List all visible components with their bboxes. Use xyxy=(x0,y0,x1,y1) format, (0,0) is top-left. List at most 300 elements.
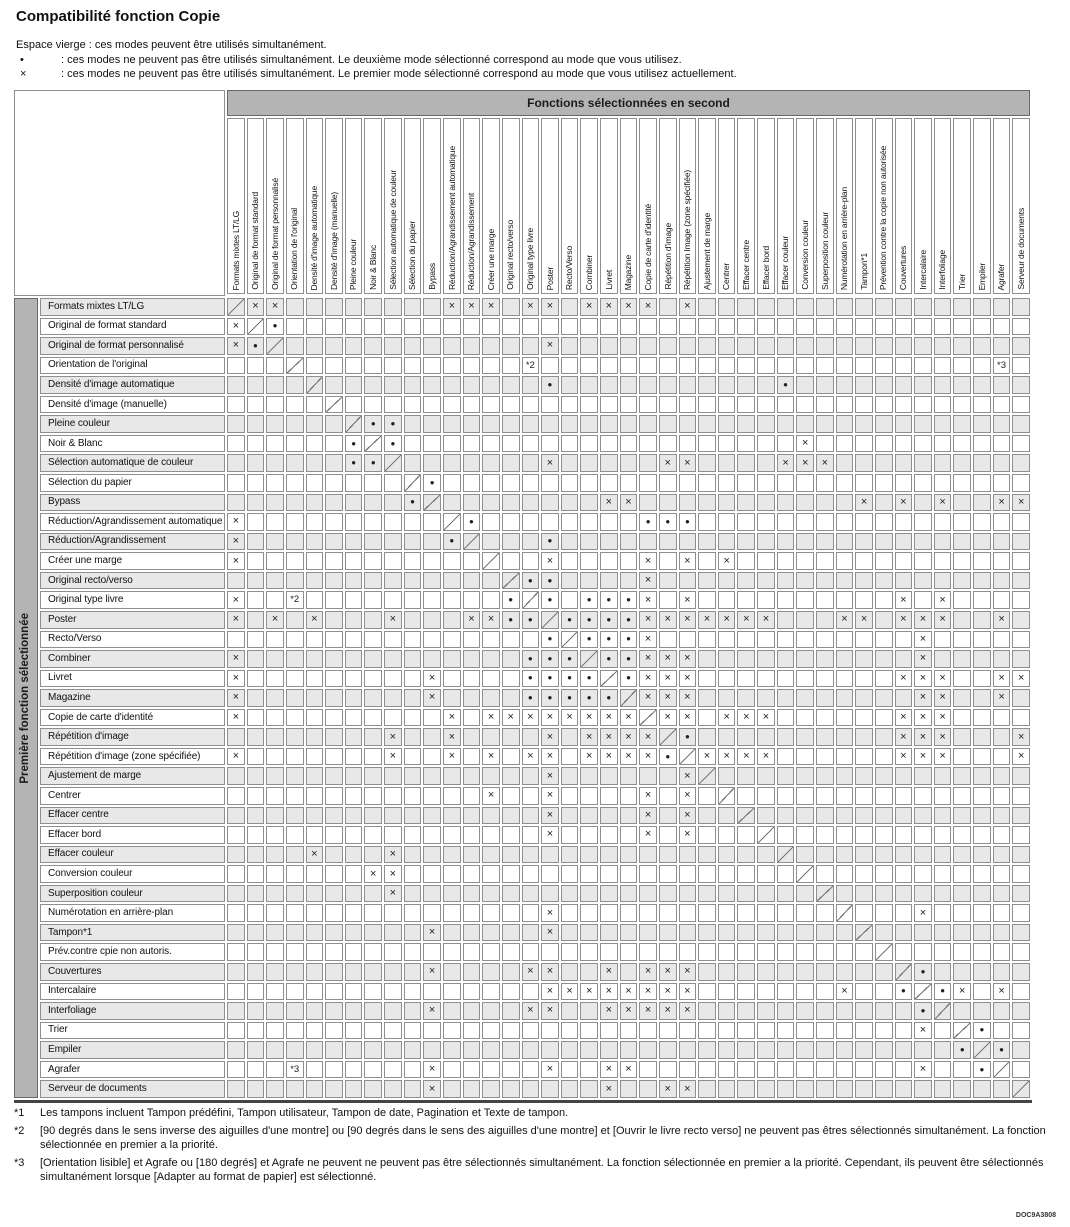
matrix-cell xyxy=(993,709,1011,727)
matrix-cell xyxy=(659,826,677,844)
matrix-cell xyxy=(227,728,245,746)
matrix-cell xyxy=(875,807,893,825)
matrix-cell: × xyxy=(541,1002,559,1020)
matrix-cell xyxy=(737,767,755,785)
matrix-cell xyxy=(620,435,638,453)
matrix-cell xyxy=(875,826,893,844)
matrix-cell xyxy=(875,983,893,1001)
matrix-cell xyxy=(561,513,579,531)
matrix-cell xyxy=(325,376,343,394)
matrix-cell xyxy=(325,572,343,590)
matrix-cell xyxy=(934,943,952,961)
matrix-cell xyxy=(600,396,618,414)
matrix-cell xyxy=(718,787,736,805)
matrix-cell xyxy=(561,631,579,649)
matrix-cell xyxy=(306,924,324,942)
matrix-cell xyxy=(404,435,422,453)
matrix-cell xyxy=(718,983,736,1001)
matrix-cell xyxy=(993,513,1011,531)
matrix-cell: ● xyxy=(580,611,598,629)
matrix-cell xyxy=(953,885,971,903)
matrix-cell xyxy=(345,396,363,414)
matrix-cell xyxy=(325,611,343,629)
matrix-cell xyxy=(777,767,795,785)
matrix-cell xyxy=(914,552,932,570)
matrix-cell xyxy=(796,748,814,766)
matrix-cell xyxy=(1012,1061,1030,1079)
matrix-cell xyxy=(522,983,540,1001)
matrix-cell: ● xyxy=(541,572,559,590)
matrix-cell: ● xyxy=(639,513,657,531)
matrix-cell xyxy=(953,631,971,649)
matrix-cell xyxy=(443,943,461,961)
matrix-cell xyxy=(816,337,834,355)
matrix-cell: × xyxy=(934,494,952,512)
matrix-cell xyxy=(345,924,363,942)
matrix-cell xyxy=(698,846,716,864)
matrix-cell xyxy=(855,904,873,922)
matrix-cell xyxy=(266,494,284,512)
matrix-cell xyxy=(345,533,363,551)
matrix-cell xyxy=(423,865,441,883)
matrix-cell xyxy=(698,943,716,961)
matrix-cell xyxy=(796,670,814,688)
matrix-cell xyxy=(502,1080,520,1098)
matrix-cell xyxy=(1012,357,1030,375)
matrix-cell xyxy=(855,767,873,785)
matrix-cell xyxy=(698,337,716,355)
matrix-cell xyxy=(659,494,677,512)
matrix-cell xyxy=(639,415,657,433)
matrix-cell: × xyxy=(659,1002,677,1020)
matrix-cell xyxy=(855,728,873,746)
matrix-cell xyxy=(561,494,579,512)
matrix-cell xyxy=(875,787,893,805)
matrix-cell: × xyxy=(639,963,657,981)
matrix-cell xyxy=(227,1080,245,1098)
matrix-cell xyxy=(816,318,834,336)
matrix-cell xyxy=(502,826,520,844)
matrix-cell xyxy=(816,787,834,805)
matrix-cell xyxy=(796,415,814,433)
matrix-cell xyxy=(482,767,500,785)
matrix-cell: × xyxy=(227,689,245,707)
matrix-cell: ● xyxy=(404,494,422,512)
matrix-cell xyxy=(266,1002,284,1020)
matrix-cell xyxy=(639,435,657,453)
matrix-cell xyxy=(816,807,834,825)
matrix-cell xyxy=(227,807,245,825)
matrix-cell xyxy=(306,631,324,649)
matrix-cell xyxy=(502,415,520,433)
matrix-cell xyxy=(1012,454,1030,472)
matrix-cell xyxy=(482,337,500,355)
matrix-cell xyxy=(993,533,1011,551)
matrix-cell xyxy=(639,396,657,414)
matrix-cell xyxy=(541,513,559,531)
matrix-cell xyxy=(541,611,559,629)
matrix-cell: ● xyxy=(541,689,559,707)
matrix-cell xyxy=(620,533,638,551)
matrix-cell xyxy=(364,1080,382,1098)
matrix-cell xyxy=(404,298,422,316)
matrix-cell xyxy=(679,865,697,883)
matrix-cell xyxy=(639,885,657,903)
matrix-cell xyxy=(953,591,971,609)
matrix-cell xyxy=(620,865,638,883)
matrix-cell xyxy=(1012,1041,1030,1059)
matrix-cell xyxy=(737,318,755,336)
matrix-cell xyxy=(993,631,1011,649)
matrix-cell xyxy=(698,826,716,844)
matrix-cell xyxy=(875,454,893,472)
matrix-cell: × xyxy=(600,494,618,512)
matrix-cell: ● xyxy=(561,670,579,688)
matrix-cell xyxy=(737,963,755,981)
matrix-cell xyxy=(266,1080,284,1098)
matrix-cell xyxy=(718,865,736,883)
column-header: Copie de carte d'identité xyxy=(639,118,657,294)
matrix-cell xyxy=(993,1061,1011,1079)
matrix-cell xyxy=(286,807,304,825)
matrix-cell xyxy=(345,494,363,512)
matrix-cell xyxy=(639,709,657,727)
matrix-cell xyxy=(325,807,343,825)
matrix-cell: × xyxy=(600,1080,618,1098)
column-header: Effacer couleur xyxy=(777,118,795,294)
matrix-cell xyxy=(836,924,854,942)
matrix-cell xyxy=(247,983,265,1001)
matrix-cell: × xyxy=(227,709,245,727)
matrix-cell xyxy=(993,787,1011,805)
matrix-cell: × xyxy=(1012,494,1030,512)
matrix-cell xyxy=(855,924,873,942)
matrix-cell: ● xyxy=(364,454,382,472)
matrix-cell xyxy=(306,1080,324,1098)
matrix-cell xyxy=(423,631,441,649)
matrix-cell xyxy=(953,357,971,375)
matrix-cell xyxy=(247,552,265,570)
matrix-cell: × xyxy=(895,670,913,688)
column-header: Superposition couleur xyxy=(816,118,834,294)
matrix-cell xyxy=(659,552,677,570)
matrix-cell: × xyxy=(443,709,461,727)
matrix-cell xyxy=(266,767,284,785)
matrix-cell xyxy=(914,807,932,825)
matrix-cell xyxy=(463,807,481,825)
matrix-cell xyxy=(777,552,795,570)
row-label: Orientation de l'original xyxy=(40,357,225,375)
matrix-cell xyxy=(777,963,795,981)
matrix-cell xyxy=(934,513,952,531)
matrix-cell xyxy=(796,1041,814,1059)
matrix-cell xyxy=(895,689,913,707)
matrix-cell xyxy=(522,396,540,414)
matrix-cell xyxy=(482,728,500,746)
matrix-cell xyxy=(364,572,382,590)
matrix-cell xyxy=(364,552,382,570)
matrix-cell xyxy=(895,904,913,922)
matrix-cell: ● xyxy=(266,318,284,336)
matrix-cell xyxy=(561,963,579,981)
matrix-cell xyxy=(836,435,854,453)
matrix-cell xyxy=(325,670,343,688)
matrix-cell xyxy=(404,689,422,707)
matrix-cell xyxy=(345,474,363,492)
matrix-cell xyxy=(777,689,795,707)
matrix-cell xyxy=(777,904,795,922)
matrix-cell xyxy=(404,513,422,531)
matrix-cell xyxy=(266,631,284,649)
matrix-cell xyxy=(423,318,441,336)
matrix-cell xyxy=(522,513,540,531)
matrix-cell xyxy=(993,376,1011,394)
matrix-cell xyxy=(404,1022,422,1040)
matrix-cell xyxy=(934,357,952,375)
matrix-cell xyxy=(423,1022,441,1040)
matrix-cell xyxy=(247,826,265,844)
matrix-cell xyxy=(855,807,873,825)
matrix-cell xyxy=(580,846,598,864)
matrix-cell: × xyxy=(502,709,520,727)
matrix-cell xyxy=(855,885,873,903)
matrix-cell xyxy=(953,1061,971,1079)
matrix-cell xyxy=(423,494,441,512)
matrix-cell xyxy=(247,943,265,961)
matrix-cell xyxy=(502,767,520,785)
matrix-cell xyxy=(757,670,775,688)
matrix-cell: ● xyxy=(973,1061,991,1079)
matrix-cell xyxy=(443,983,461,1001)
matrix-cell xyxy=(796,885,814,903)
matrix-cell xyxy=(306,728,324,746)
matrix-cell xyxy=(561,318,579,336)
matrix-cell xyxy=(502,1061,520,1079)
matrix-cell xyxy=(973,787,991,805)
matrix-cell: × xyxy=(1012,670,1030,688)
matrix-cell: × xyxy=(423,1061,441,1079)
matrix-cell xyxy=(522,552,540,570)
matrix-cell xyxy=(463,631,481,649)
matrix-cell xyxy=(561,533,579,551)
matrix-cell xyxy=(580,513,598,531)
matrix-cell xyxy=(364,435,382,453)
matrix-cell xyxy=(639,846,657,864)
matrix-cell xyxy=(836,552,854,570)
matrix-cell xyxy=(541,396,559,414)
matrix-cell xyxy=(404,337,422,355)
column-header: Prévention contre la copie non autorisée xyxy=(875,118,893,294)
matrix-cell xyxy=(875,904,893,922)
matrix-cell xyxy=(934,572,952,590)
matrix-cell xyxy=(777,318,795,336)
matrix-cell xyxy=(600,787,618,805)
matrix-cell xyxy=(1012,826,1030,844)
matrix-cell xyxy=(777,885,795,903)
matrix-cell: × xyxy=(993,670,1011,688)
matrix-cell xyxy=(757,1080,775,1098)
matrix-cell xyxy=(914,415,932,433)
matrix-cell xyxy=(404,533,422,551)
matrix-cell xyxy=(816,846,834,864)
matrix-cell xyxy=(522,415,540,433)
matrix-cell xyxy=(600,1041,618,1059)
matrix-cell: ● xyxy=(364,415,382,433)
matrix-cell xyxy=(306,807,324,825)
matrix-cell xyxy=(796,494,814,512)
matrix-cell xyxy=(816,591,834,609)
matrix-cell xyxy=(659,807,677,825)
matrix-cell xyxy=(679,846,697,864)
matrix-cell xyxy=(973,924,991,942)
matrix-cell xyxy=(600,552,618,570)
matrix-cell xyxy=(541,1041,559,1059)
matrix-cell xyxy=(247,728,265,746)
matrix-cell xyxy=(443,357,461,375)
matrix-cell xyxy=(737,631,755,649)
matrix-cell xyxy=(286,963,304,981)
matrix-cell xyxy=(247,494,265,512)
matrix-cell xyxy=(836,865,854,883)
column-header: Sélection du papier xyxy=(404,118,422,294)
matrix-cell xyxy=(895,885,913,903)
matrix-cell xyxy=(482,1041,500,1059)
legend-text: Espace vierge : ces modes peuvent être utilisés simultanément. xyxy=(16,39,327,51)
matrix-cell xyxy=(541,885,559,903)
matrix-cell xyxy=(561,846,579,864)
matrix-cell xyxy=(934,650,952,668)
matrix-cell xyxy=(698,924,716,942)
matrix-cell: × xyxy=(718,552,736,570)
matrix-cell: × xyxy=(227,748,245,766)
matrix-cell xyxy=(639,1041,657,1059)
matrix-cell: × xyxy=(679,611,697,629)
matrix-cell xyxy=(423,748,441,766)
matrix-cell: × xyxy=(679,767,697,785)
matrix-cell xyxy=(895,552,913,570)
matrix-cell xyxy=(286,552,304,570)
matrix-cell xyxy=(973,415,991,433)
matrix-cell xyxy=(934,767,952,785)
matrix-cell xyxy=(875,1022,893,1040)
matrix-cell xyxy=(247,1002,265,1020)
matrix-cell xyxy=(306,494,324,512)
matrix-cell xyxy=(875,943,893,961)
matrix-cell xyxy=(384,943,402,961)
matrix-cell xyxy=(993,435,1011,453)
matrix-cell xyxy=(286,318,304,336)
matrix-cell: × xyxy=(443,728,461,746)
matrix-cell xyxy=(502,396,520,414)
matrix-cell xyxy=(757,631,775,649)
matrix-cell xyxy=(482,591,500,609)
matrix-cell xyxy=(777,807,795,825)
matrix-cell xyxy=(757,1041,775,1059)
matrix-cell xyxy=(659,591,677,609)
matrix-cell xyxy=(325,943,343,961)
matrix-cell xyxy=(384,376,402,394)
matrix-cell: × xyxy=(227,552,245,570)
matrix-cell xyxy=(580,1080,598,1098)
matrix-cell xyxy=(973,709,991,727)
row-label: Original de format personnalisé xyxy=(40,337,225,355)
matrix-cell xyxy=(895,787,913,805)
matrix-cell xyxy=(325,709,343,727)
matrix-cell xyxy=(895,396,913,414)
matrix-cell xyxy=(580,1022,598,1040)
matrix-cell xyxy=(973,357,991,375)
matrix-cell xyxy=(737,552,755,570)
matrix-cell: × xyxy=(737,611,755,629)
matrix-cell xyxy=(384,767,402,785)
matrix-cell xyxy=(266,885,284,903)
matrix-cell xyxy=(777,396,795,414)
matrix-cell xyxy=(796,1080,814,1098)
row-label: Densité d'image (manuelle) xyxy=(40,396,225,414)
matrix-cell xyxy=(816,415,834,433)
matrix-cell xyxy=(404,787,422,805)
matrix-cell xyxy=(1012,983,1030,1001)
matrix-cell xyxy=(698,572,716,590)
matrix-cell xyxy=(423,357,441,375)
matrix-cell xyxy=(266,728,284,746)
matrix-cell xyxy=(777,1002,795,1020)
matrix-cell xyxy=(482,826,500,844)
matrix-cell xyxy=(698,533,716,551)
matrix-cell: × xyxy=(227,337,245,355)
matrix-cell: × xyxy=(541,826,559,844)
matrix-cell xyxy=(934,904,952,922)
matrix-cell xyxy=(639,1022,657,1040)
matrix-cell xyxy=(306,865,324,883)
matrix-cell xyxy=(934,631,952,649)
matrix-cell xyxy=(757,533,775,551)
matrix-cell xyxy=(600,474,618,492)
row-label: Effacer centre xyxy=(40,807,225,825)
matrix-cell xyxy=(384,631,402,649)
matrix-cell xyxy=(266,1061,284,1079)
matrix-cell xyxy=(895,533,913,551)
matrix-cell xyxy=(364,396,382,414)
matrix-cell xyxy=(266,1022,284,1040)
matrix-cell xyxy=(1012,337,1030,355)
matrix-cell xyxy=(934,1041,952,1059)
matrix-cell xyxy=(796,631,814,649)
matrix-cell xyxy=(718,1002,736,1020)
matrix-cell xyxy=(836,396,854,414)
matrix-cell: × xyxy=(522,298,540,316)
matrix-cell xyxy=(600,904,618,922)
matrix-cell xyxy=(875,670,893,688)
legend-symbol: • xyxy=(20,53,24,66)
matrix-cell: × xyxy=(580,748,598,766)
matrix-cell xyxy=(836,1041,854,1059)
matrix-cell xyxy=(580,572,598,590)
matrix-cell: ● xyxy=(345,454,363,472)
matrix-cell xyxy=(443,611,461,629)
matrix-cell xyxy=(286,611,304,629)
matrix-cell xyxy=(306,591,324,609)
matrix-cell: × xyxy=(247,298,265,316)
matrix-cell xyxy=(404,670,422,688)
matrix-cell xyxy=(1012,787,1030,805)
matrix-cell xyxy=(227,435,245,453)
matrix-cell: × xyxy=(895,494,913,512)
matrix-cell xyxy=(266,748,284,766)
matrix-cell xyxy=(325,298,343,316)
matrix-cell xyxy=(875,494,893,512)
matrix-cell xyxy=(541,318,559,336)
